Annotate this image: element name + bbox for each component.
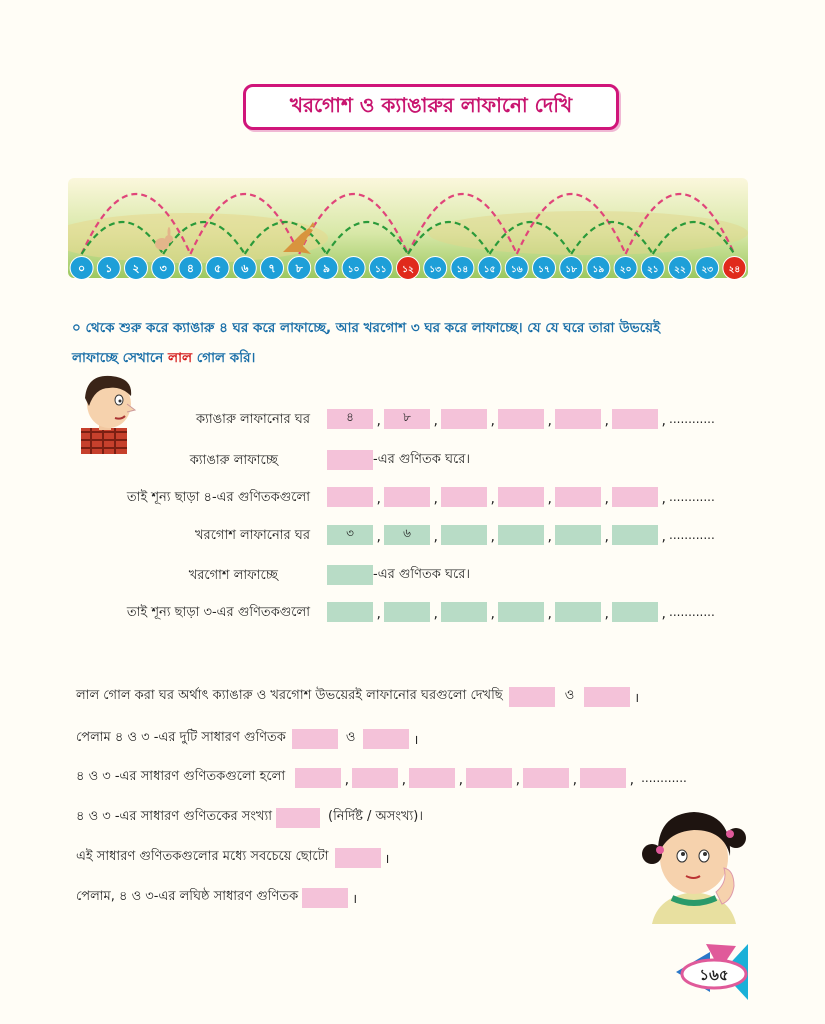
instruction-line-2a: লাফাচ্ছে সেখানে: [72, 350, 169, 366]
number-label: ১৮: [565, 265, 578, 275]
answer-box[interactable]: [612, 409, 658, 429]
question-6: [76, 887, 357, 908]
answer-box[interactable]: ৮ ,: [384, 409, 430, 429]
answer-box[interactable]: [276, 808, 320, 828]
boy-illustration: [75, 370, 145, 454]
question-2-text: পেলাম ৪ ও ৩ -এর দুটি সাধারণ গুণিতক: [76, 730, 286, 745]
continuation-dots: ............: [669, 605, 715, 619]
answer-box[interactable]: [612, 602, 658, 622]
question-2-end: ।: [413, 732, 419, 748]
number-label: ১২: [402, 265, 414, 275]
continuation-dots: ............: [669, 528, 715, 542]
question-1-text: লাল গোল করা ঘর অর্থাৎ ক্যাঙারু ও খরগোশ উভয়েরই লাফানোর ঘরগুলো দেখছি: [76, 688, 503, 703]
continuation-dots: ............: [669, 490, 715, 504]
answer-box[interactable]: [555, 525, 601, 545]
answer-box[interactable]: [363, 729, 409, 749]
question-3-text: ৪ ও ৩ -এর সাধারণ গুণিতকগুলো হলো: [76, 769, 286, 784]
number-label: ১: [105, 262, 113, 275]
number-label: ১০: [347, 265, 360, 275]
answer-box[interactable]: [292, 729, 338, 749]
question-1: [76, 686, 639, 707]
number-line: [68, 256, 748, 280]
title-box: [243, 84, 619, 130]
answer-box[interactable]: [335, 848, 381, 868]
row-three-multiples-label: তাই শূন্য ছাড়া ৩-এর গুণিতকগুলো: [126, 605, 310, 620]
answer-box[interactable]: [466, 768, 512, 788]
continuation-dots: ............: [669, 412, 715, 426]
answer-box[interactable]: [441, 409, 487, 429]
answer-box[interactable]: [612, 487, 658, 507]
page-number: ১৬৫: [699, 966, 729, 984]
answer-box[interactable]: [555, 602, 601, 622]
row-four-multiples-label: তাই শূন্য ছাড়া ৪-এর গুণিতকগুলো: [126, 490, 310, 505]
choice-text[interactable]: (নির্দিষ্ট / অসংখ্য)।: [328, 809, 424, 824]
multiple-suffix: -এর গুণিতক ঘরে।: [373, 451, 471, 467]
number-label: ১৬: [510, 265, 523, 275]
question-1-end: ।: [634, 690, 640, 706]
row-rabbit-multiple-label: খরগোশ লাফাচ্ছে: [188, 568, 278, 583]
answer-box[interactable]: ৩ ,: [327, 525, 373, 545]
question-4-text: ৪ ও ৩ -এর সাধারণ গুণিতকের সংখ্যা: [76, 809, 272, 824]
answer-box[interactable]: ৬ ,: [384, 525, 430, 545]
answer-box[interactable]: [327, 565, 373, 585]
number-label: ২: [132, 262, 140, 275]
instruction-line-1: ০ থেকে শুরু করে ক্যাঙারু ৪ ঘর করে লাফাচ্ছে, আর খরগোশ ৩ ঘর করে লাফাচ্ছে। যে যে ঘরে তারা উভয়েই: [72, 320, 661, 336]
answer-box[interactable]: ৪ ,: [327, 409, 373, 429]
answer-box[interactable]: [327, 450, 373, 470]
number-label: ৩: [159, 262, 167, 275]
number-label: ২২: [674, 265, 686, 275]
number-label: ২১: [646, 265, 659, 275]
row-kangaroo-multiple: [327, 449, 470, 471]
question-2: [76, 728, 418, 749]
row-four-multiples-boxes: [327, 486, 715, 508]
girl-illustration: [638, 800, 750, 924]
answer-box[interactable]: [409, 768, 455, 788]
question-6-text: পেলাম, ৪ ও ৩-এর লঘিষ্ঠ সাধারণ গুণিতক: [76, 889, 299, 904]
answer-box[interactable]: [555, 487, 601, 507]
answer-box[interactable]: [352, 768, 398, 788]
number-label: ০: [78, 262, 86, 275]
row-kangaroo-jump-boxes: [327, 408, 715, 430]
instruction-line-2: [72, 343, 762, 373]
row-three-multiples-boxes: [327, 601, 715, 623]
answer-box[interactable]: [302, 888, 348, 908]
answer-box[interactable]: [441, 602, 487, 622]
answer-box[interactable]: [384, 487, 430, 507]
answer-box[interactable]: [580, 768, 626, 788]
number-label: ১৭: [538, 265, 550, 275]
answer-box[interactable]: [384, 602, 430, 622]
question-5-text: এই সাধারণ গুণিতকগুলোর মধ্যে সবচেয়ে ছোটো: [76, 849, 329, 864]
page-number-badge: [676, 944, 748, 1000]
instruction-line-2b: গোল করি।: [192, 350, 256, 366]
question-6-end: ।: [352, 891, 358, 907]
row-kangaroo-jump-label: ক্যাঙারু লাফানোর ঘর: [196, 412, 310, 427]
question-5-end: ।: [384, 851, 390, 867]
question-5: [76, 847, 389, 868]
and-word: ও: [564, 688, 575, 703]
number-label: ১৩: [429, 265, 442, 275]
answer-box[interactable]: [498, 409, 544, 429]
row-rabbit-jump-label: খরগোশ লাফানোর ঘর: [195, 528, 310, 543]
multiple-suffix: -এর গুণিতক ঘরে।: [373, 566, 471, 582]
answer-box[interactable]: [584, 687, 630, 707]
number-label: ৭: [268, 262, 276, 275]
number-label: ২৪: [728, 265, 741, 275]
number-label: ৬: [241, 262, 249, 275]
answer-box[interactable]: [555, 409, 601, 429]
row-rabbit-multiple: [327, 564, 470, 586]
number-label: ১৫: [483, 265, 496, 275]
page-title: খরগোশ ও ক্যাঙারুর লাফানো দেখি: [289, 92, 573, 117]
continuation-dots: ............: [641, 770, 687, 785]
number-label: ২০: [619, 265, 632, 275]
instruction-text: [72, 313, 762, 373]
row-rabbit-jump-boxes: [327, 524, 715, 546]
number-label: ১৪: [456, 265, 469, 275]
answer-box[interactable]: [509, 687, 555, 707]
number-label: ৮: [295, 262, 303, 275]
and-word: ও: [345, 730, 356, 745]
number-label: ৫: [214, 262, 222, 275]
answer-box[interactable]: [441, 525, 487, 545]
answer-box[interactable]: [295, 768, 341, 788]
number-label: ৪: [186, 262, 194, 275]
answer-box[interactable]: [498, 525, 544, 545]
answer-box[interactable]: [441, 487, 487, 507]
number-label: ১১: [374, 265, 387, 275]
red-word: লাল: [168, 350, 193, 366]
row-kangaroo-multiple-label: ক্যাঙারু লাফাচ্ছে: [189, 453, 278, 468]
number-label: ১৯: [592, 265, 605, 275]
number-label: ২৩: [701, 265, 714, 275]
answer-box[interactable]: [498, 487, 544, 507]
answer-box[interactable]: [498, 602, 544, 622]
answer-box[interactable]: [327, 602, 373, 622]
answer-box[interactable]: [327, 487, 373, 507]
answer-box[interactable]: [612, 525, 658, 545]
answer-box[interactable]: [523, 768, 569, 788]
number-label: ৯: [322, 262, 330, 275]
question-3: [76, 767, 687, 788]
question-4: [76, 807, 423, 828]
